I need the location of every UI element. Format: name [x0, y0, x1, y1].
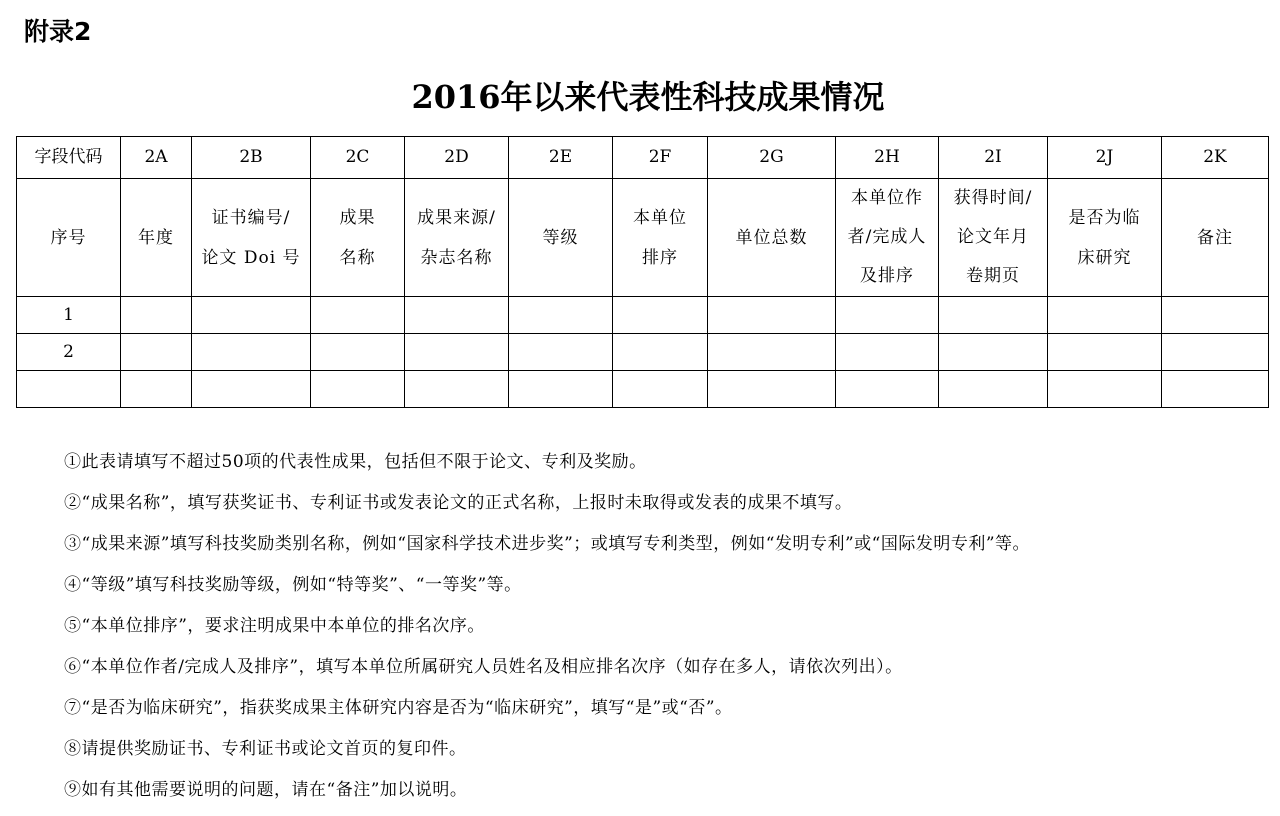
table-cell[interactable]: [613, 334, 708, 371]
column-name-row: [17, 179, 1269, 297]
code-cell: 2E: [509, 137, 613, 179]
appendix-label: 附录2: [24, 17, 92, 46]
column-name: 序号: [50, 227, 87, 248]
table-cell[interactable]: [708, 371, 836, 408]
table-cell[interactable]: [708, 334, 836, 371]
row-number: 2: [17, 334, 121, 371]
column-name-cell: [311, 179, 405, 297]
row-number: 1: [17, 297, 121, 334]
note-8: ⑧请提供奖励证书、专利证书或论文首页的复印件。: [64, 739, 467, 759]
table-row: [17, 334, 1269, 371]
table-cell[interactable]: [836, 297, 939, 334]
column-name-cell: [1048, 179, 1162, 297]
code-cell: 2F: [613, 137, 708, 179]
column-name-cell: [192, 179, 311, 297]
table-cell[interactable]: [1048, 371, 1162, 408]
table-cell[interactable]: [311, 371, 405, 408]
column-name-cell: [1162, 179, 1269, 297]
note-1: ①此表请填写不超过50项的代表性成果，包括但不限于论文、专利及奖励。: [64, 452, 647, 472]
table-cell[interactable]: [192, 334, 311, 371]
column-name: 成果 名称: [339, 207, 376, 268]
column-name-cell: [405, 179, 509, 297]
achievements-table: [16, 136, 1269, 408]
table-cell[interactable]: [192, 297, 311, 334]
column-name-cell: [17, 179, 121, 297]
row-number: [17, 371, 121, 408]
table-row: [17, 371, 1269, 408]
table-cell[interactable]: [405, 297, 509, 334]
column-name: 单位总数: [735, 227, 808, 248]
code-cell: 2I: [939, 137, 1048, 179]
table-cell[interactable]: [121, 371, 192, 408]
table-cell[interactable]: [192, 371, 311, 408]
column-name: 本单位 排序: [633, 207, 687, 268]
table-cell[interactable]: [311, 334, 405, 371]
field-code-row: [17, 137, 1269, 179]
note-4: ④“等级”填写科技奖励等级，例如“特等奖”、“一等奖”等。: [64, 575, 522, 595]
column-name: 备注: [1197, 227, 1233, 248]
column-name-cell: [708, 179, 836, 297]
table-cell[interactable]: [509, 334, 613, 371]
column-name: 年度: [138, 227, 174, 248]
table-cell[interactable]: [121, 334, 192, 371]
table-cell[interactable]: [939, 297, 1048, 334]
page-title: 2016年以来代表性科技成果情况: [411, 78, 885, 116]
code-cell: 2D: [405, 137, 509, 179]
code-cell: 2K: [1162, 137, 1269, 179]
table-cell[interactable]: [939, 334, 1048, 371]
table-cell[interactable]: [1162, 334, 1269, 371]
column-name-cell: [121, 179, 192, 297]
table-cell[interactable]: [613, 371, 708, 408]
table-cell[interactable]: [836, 371, 939, 408]
code-cell: 2B: [192, 137, 311, 179]
notes-list: [64, 447, 1254, 816]
table-cell[interactable]: [509, 371, 613, 408]
table-cell[interactable]: [1162, 371, 1269, 408]
column-name: 证书编号/ 论文 Doi 号: [201, 207, 301, 268]
table-cell[interactable]: [1162, 297, 1269, 334]
table-cell[interactable]: [708, 297, 836, 334]
table-cell[interactable]: [613, 297, 708, 334]
column-name: 成果来源/ 杂志名称: [417, 207, 496, 268]
column-name: 是否为临 床研究: [1068, 207, 1141, 268]
table-cell[interactable]: [836, 334, 939, 371]
column-name-cell: [613, 179, 708, 297]
code-cell: 2A: [121, 137, 192, 179]
column-name: 本单位作 者/完成人 及排序: [847, 188, 927, 286]
table-row: [17, 297, 1269, 334]
table-cell[interactable]: [405, 371, 509, 408]
column-name-cell: [939, 179, 1048, 297]
table-cell[interactable]: [1048, 334, 1162, 371]
note-2: ②“成果名称”，填写获奖证书、专利证书或发表论文的正式名称，上报时未取得或发表的成果不填写。: [64, 493, 853, 513]
note-6: ⑥“本单位作者/完成人及排序”，填写本单位所属研究人员姓名及相应排名次序（如存在多人，请依次列出）。: [64, 657, 903, 677]
table-cell[interactable]: [939, 371, 1048, 408]
table-cell[interactable]: [405, 334, 509, 371]
code-cell: 2H: [836, 137, 939, 179]
code-cell: 2C: [311, 137, 405, 179]
note-3: ③“成果来源”填写科技奖励类别名称，例如“国家科学技术进步奖”；或填写专利类型，例如“发明专利”或“国际发明专利”等。: [64, 534, 1031, 554]
code-cell: 2G: [708, 137, 836, 179]
column-name-cell: [836, 179, 939, 297]
note-9: ⑨如有其他需要说明的问题，请在“备注”加以说明。: [64, 780, 468, 800]
field-code-header: 字段代码: [17, 137, 121, 179]
column-name: 等级: [542, 227, 579, 248]
table-cell[interactable]: [121, 297, 192, 334]
note-5: ⑤“本单位排序”，要求注明成果中本单位的排名次序。: [64, 616, 485, 636]
table-cell[interactable]: [311, 297, 405, 334]
table-cell[interactable]: [509, 297, 613, 334]
column-name-cell: [509, 179, 613, 297]
code-cell: 2J: [1048, 137, 1162, 179]
note-7: ⑦“是否为临床研究”，指获奖成果主体研究内容是否为“临床研究”，填写“是”或“否”。: [64, 698, 733, 718]
table-cell[interactable]: [1048, 297, 1162, 334]
column-name: 获得时间/ 论文年月 卷期页: [953, 188, 1033, 286]
